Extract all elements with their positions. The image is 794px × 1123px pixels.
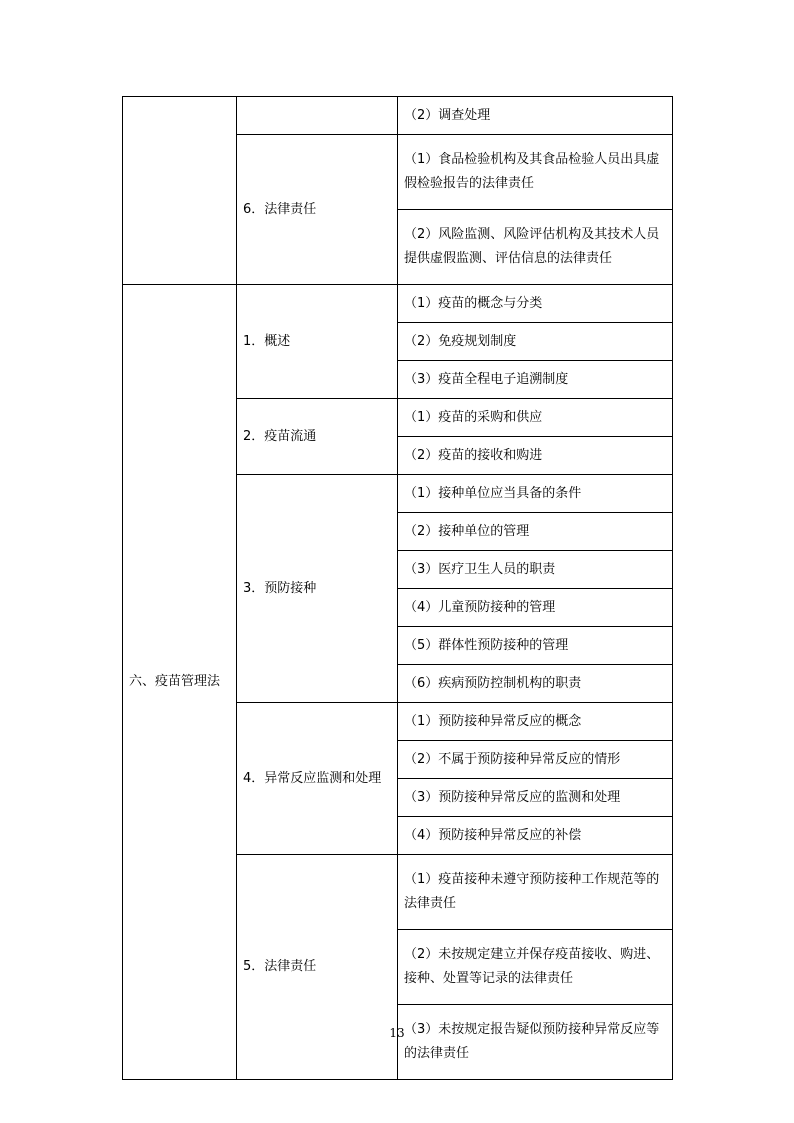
item-cell: （3）医疗卫生人员的职责 bbox=[398, 551, 673, 589]
item-cell: （3）疫苗全程电子追溯制度 bbox=[398, 361, 673, 399]
item-cell: （4）预防接种异常反应的补偿 bbox=[398, 817, 673, 855]
item-cell: （1）疫苗的概念与分类 bbox=[398, 285, 673, 323]
item-cell: （2）疫苗的接收和购进 bbox=[398, 437, 673, 475]
item-cell: （2）风险监测、风险评估机构及其技术人员提供虚假监测、评估信息的法律责任 bbox=[398, 210, 673, 285]
item-cell: （1）预防接种异常反应的概念 bbox=[398, 703, 673, 741]
item-cell: （2）未按规定建立并保存疫苗接收、购进、接种、处置等记录的法律责任 bbox=[398, 930, 673, 1005]
item-cell: （2）接种单位的管理 bbox=[398, 513, 673, 551]
item-cell: （6）疾病预防控制机构的职责 bbox=[398, 665, 673, 703]
empty-group-cell bbox=[237, 97, 398, 135]
empty-section-cell bbox=[123, 97, 237, 285]
item-cell: （5）群体性预防接种的管理 bbox=[398, 627, 673, 665]
group-label: 5．法律责任 bbox=[237, 855, 398, 1080]
item-cell: （2）调查处理 bbox=[398, 97, 673, 135]
item-cell: （1）食品检验机构及其食品检验人员出具虚假检验报告的法律责任 bbox=[398, 135, 673, 210]
item-cell: （3）未按规定报告疑似预防接种异常反应等的法律责任 bbox=[398, 1005, 673, 1080]
item-cell: （1）接种单位应当具备的条件 bbox=[398, 475, 673, 513]
item-cell: （1）疫苗的采购和供应 bbox=[398, 399, 673, 437]
item-cell: （2）不属于预防接种异常反应的情形 bbox=[398, 741, 673, 779]
page-number: 13 bbox=[389, 1026, 405, 1040]
group-label: 4．异常反应监测和处理 bbox=[237, 703, 398, 855]
item-cell: （2）免疫规划制度 bbox=[398, 323, 673, 361]
item-cell: （3）预防接种异常反应的监测和处理 bbox=[398, 779, 673, 817]
item-cell: （4）儿童预防接种的管理 bbox=[398, 589, 673, 627]
outline-table bbox=[122, 96, 673, 1080]
group-label: 2．疫苗流通 bbox=[237, 399, 398, 475]
item-cell: （1）疫苗接种未遵守预防接种工作规范等的法律责任 bbox=[398, 855, 673, 930]
group-label: 1．概述 bbox=[237, 285, 398, 399]
group-label: 3．预防接种 bbox=[237, 475, 398, 703]
group-label: 6．法律责任 bbox=[237, 135, 398, 285]
section-title: 六、疫苗管理法 bbox=[123, 285, 237, 1080]
